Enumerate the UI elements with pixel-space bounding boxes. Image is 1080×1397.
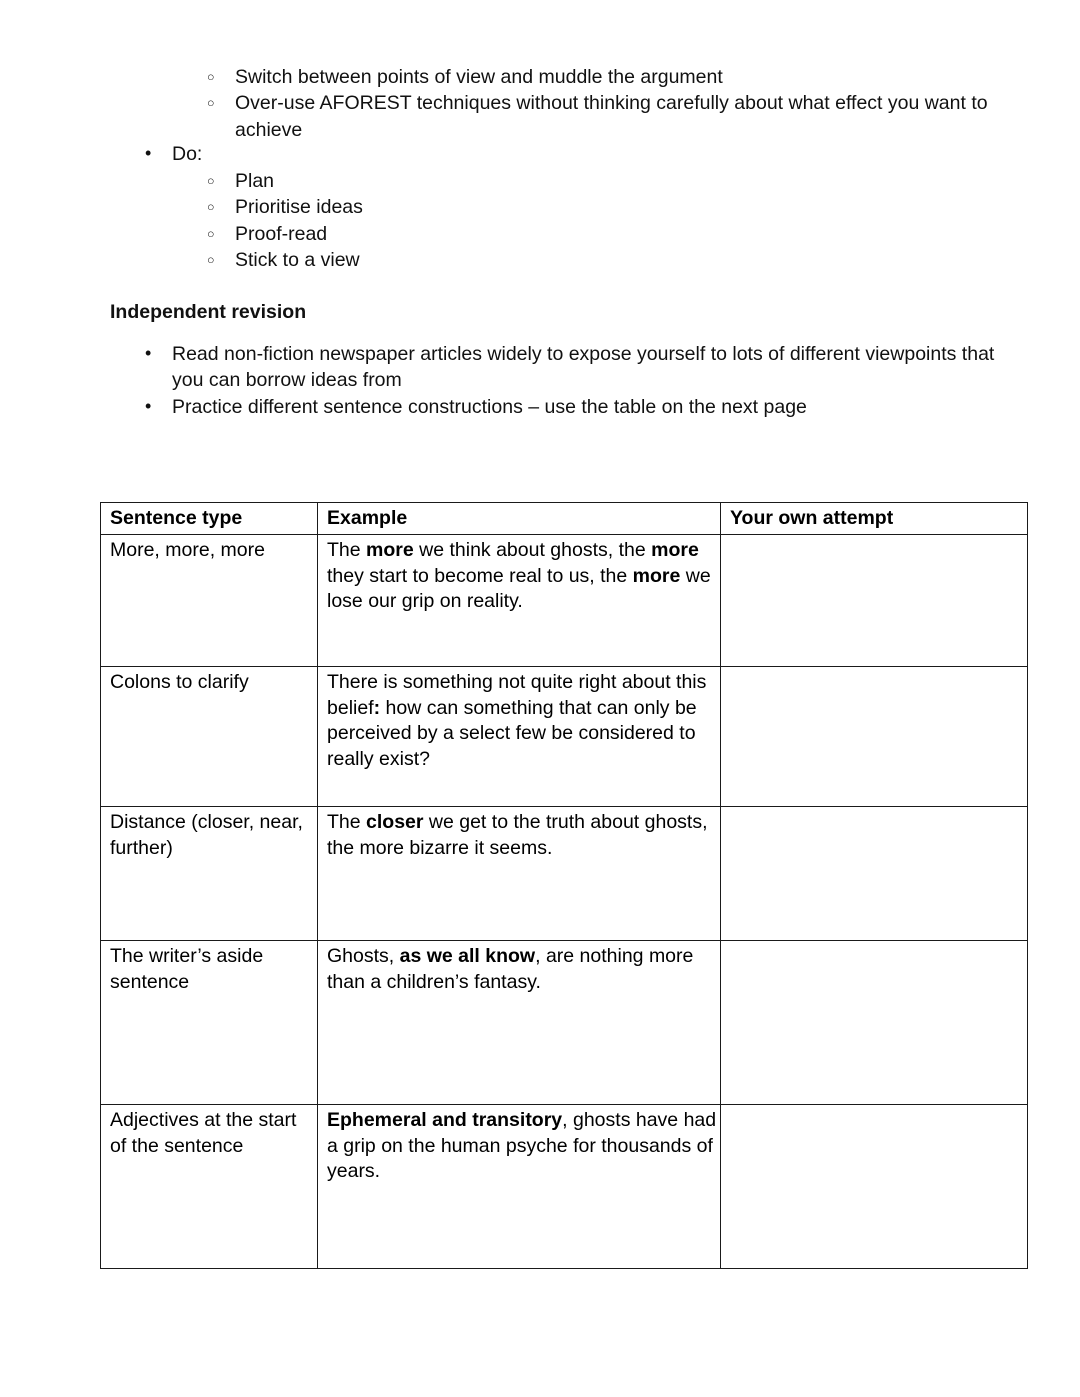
do-sublist — [0, 168, 1080, 274]
cell-your-own-attempt[interactable] — [721, 535, 1028, 667]
list-item: ○ Switch between points of view and muddle the argument — [207, 64, 1080, 90]
cell-sentence-type: Colons to clarify — [101, 667, 318, 807]
section-heading-independent-revision: Independent revision — [110, 301, 307, 323]
cell-sentence-type: More, more, more — [101, 535, 318, 667]
cell-sentence-type: Adjectives at the start of the sentence — [101, 1105, 318, 1269]
sentence-types-table — [100, 502, 1028, 1269]
dont-sublist — [0, 64, 1080, 143]
independent-revision-list — [0, 341, 1080, 420]
list-item-do: • Do: — [145, 141, 1080, 167]
cell-sentence-type: Distance (closer, near, further) — [101, 807, 318, 941]
list-item: • Read non-fiction newspaper articles widely to expose yourself to lots of different viewpoints that you can borrow ideas from — [145, 341, 1080, 394]
column-header-your-own-attempt: Your own attempt — [721, 503, 1028, 535]
table-row — [101, 807, 1028, 941]
cell-your-own-attempt[interactable] — [721, 667, 1028, 807]
cell-example: Ephemeral and transitory, ghosts have had a grip on the human psyche for thousands of years. — [318, 1105, 721, 1269]
list-item: ○ Over-use AFOREST techniques without thinking carefully about what effect you want to achieve — [207, 90, 1080, 143]
column-header-example: Example — [318, 503, 721, 535]
cell-your-own-attempt[interactable] — [721, 1105, 1028, 1269]
cell-your-own-attempt[interactable] — [721, 807, 1028, 941]
table-header-row — [101, 503, 1028, 535]
cell-your-own-attempt[interactable] — [721, 941, 1028, 1105]
table-row — [101, 1105, 1028, 1269]
list-item: ○ Stick to a view — [207, 247, 1080, 273]
table-row — [101, 941, 1028, 1105]
cell-sentence-type: The writer’s aside sentence — [101, 941, 318, 1105]
sentence-types-table-wrapper — [100, 502, 1027, 1269]
list-item: • Practice different sentence constructions – use the table on the next page — [145, 394, 1080, 420]
table-row — [101, 667, 1028, 807]
list-item: ○ Prioritise ideas — [207, 194, 1080, 220]
cell-example: The more we think about ghosts, the more they start to become real to us, the more we lose our grip on reality. — [318, 535, 721, 667]
do-list-root — [0, 141, 1080, 167]
cell-example: The closer we get to the truth about ghosts, the more bizarre it seems. — [318, 807, 721, 941]
cell-example: There is something not quite right about this belief: how can something that can only be perceived by a select few be considered to really exist? — [318, 667, 721, 807]
cell-example: Ghosts, as we all know, are nothing more than a children’s fantasy. — [318, 941, 721, 1105]
table-row — [101, 535, 1028, 667]
list-item: ○ Plan — [207, 168, 1080, 194]
list-item: ○ Proof-read — [207, 221, 1080, 247]
column-header-sentence-type: Sentence type — [101, 503, 318, 535]
